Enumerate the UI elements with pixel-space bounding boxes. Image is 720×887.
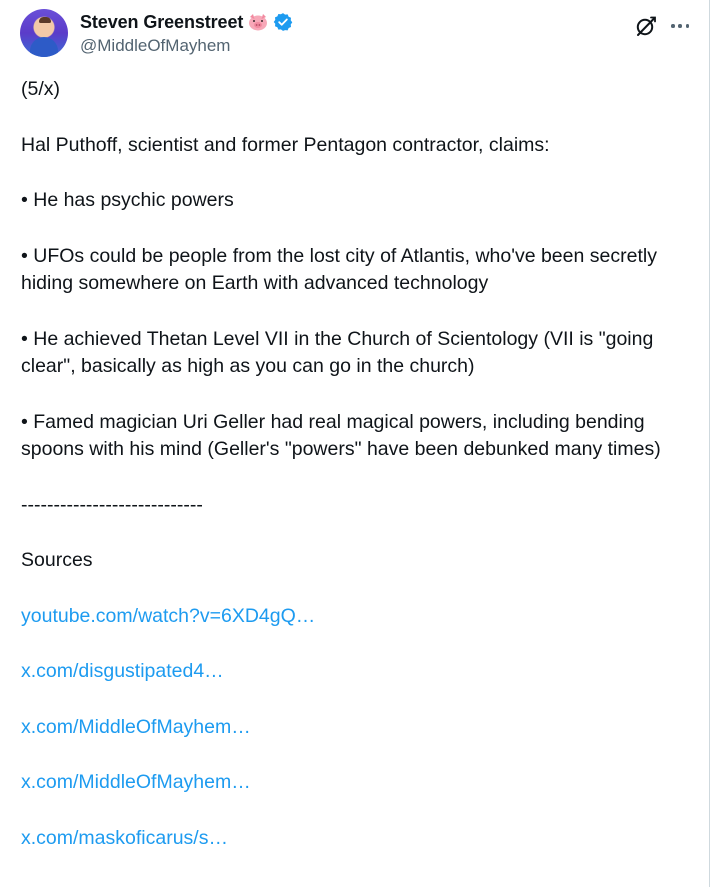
source-link[interactable]: youtube.com/watch?v=6XD4gQ… xyxy=(21,604,316,627)
grok-icon[interactable] xyxy=(635,15,657,37)
author-display-name[interactable]: Steven Greenstreet xyxy=(80,11,244,32)
source-link[interactable]: x.com/maskoficarus/s… xyxy=(21,826,228,849)
bullet-item: • UFOs could be people from the lost city of Atlantis, who've been secretly hiding somewhere on Earth with advanced technology xyxy=(21,244,657,294)
author-handle[interactable]: @MiddleOfMayhem xyxy=(80,36,231,55)
verified-badge-icon[interactable] xyxy=(273,12,293,32)
bullet-item: • He has psychic powers xyxy=(21,189,234,211)
intro-text: Hal Puthoff, scientist and former Pentagon contractor, claims: xyxy=(21,133,550,156)
source-link[interactable]: x.com/disgustipated4… xyxy=(21,660,224,682)
bullet-item: • Famed magician Uri Geller had real magical powers, including bending spoons with his mind (Geller's "powers" have been debunked many times) xyxy=(21,410,661,460)
dot xyxy=(671,24,675,28)
more-options-icon[interactable] xyxy=(668,15,692,37)
text-divider: ---------------------------- xyxy=(21,493,203,516)
display-name-row xyxy=(80,11,293,33)
tweet-text xyxy=(21,76,691,852)
author-avatar[interactable] xyxy=(20,9,68,57)
source-link[interactable]: x.com/MiddleOfMayhem… xyxy=(21,715,251,738)
sources-label: Sources xyxy=(21,549,93,571)
author-names xyxy=(80,11,293,56)
thread-counter: (5/x) xyxy=(21,78,60,100)
bullet-item: • He achieved Thetan Level VII in the Church of Scientology (VII is "going clear", basically as high as you can go in the church) xyxy=(21,327,654,377)
dot xyxy=(686,24,690,28)
source-link[interactable]: x.com/MiddleOfMayhem… xyxy=(21,771,251,793)
dot xyxy=(678,24,682,28)
tweet-header xyxy=(20,9,692,59)
pig-face-icon xyxy=(247,13,269,31)
